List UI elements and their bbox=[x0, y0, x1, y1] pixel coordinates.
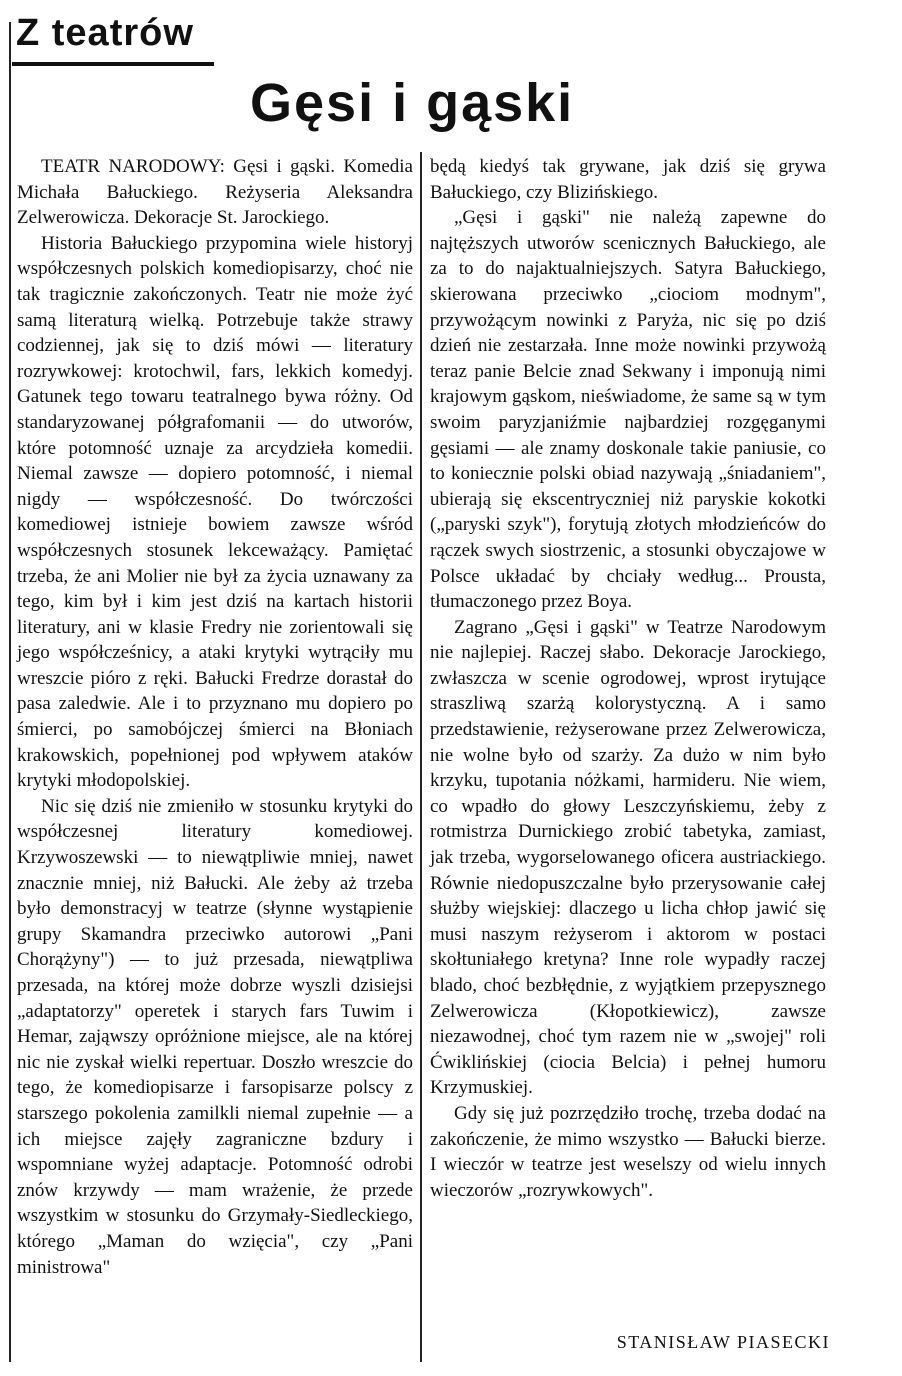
paragraph: Historia Bałuckiego przypomina wiele historyj współczesnych polskich komediopisarzy, choć nie tak tragicznie zakończonych. Teatr nie może żyć samą literaturą wielką. Potrzebuje także strawy codziennej, jak się to dziś mówi — literatury rozrywkowej: krotochwil, fars, lekkich komedyj. Gatunek tego towaru teatralnego bywa różny. Od standaryzowanej półgrafomanii — do utworów, które potomność uznaje za arcydzieła komedii. Niemal zawsze — dopiero potomność, i niemal nigdy — współczesność. Do twórczości komediowej istnieje bowiem zawsze wśród współczesnych stosunek lekceważący. Pamiętać trzeba, że ani Molier nie był za życia uznawany za tego, kim był i kim jest dziś na kartach historii literatury, ani w klasie Fredry nie zorientowali się jego współcześnicy, a ataki krytyki wytrąciły mu wreszcie pióro z ręki. Bałucki Fredrze dorastał do pasa zaledwie. Ale i to przyznano mu dopiero po śmierci, po samobójczej śmierci na Błoniach krakowskich, popełnionej pod wpływem ataków krytyki młodopolskiej. bbox=[17, 232, 413, 792]
right-column bbox=[430, 154, 826, 1203]
paragraph: Gdy się już pozrzędziło trochę, trzeba dodać na zakończenie, że mimo wszystko — Bałucki bierze. I wieczór w teatrze jest weselszy od wielu innych wieczorów „rozrywkowych". bbox=[430, 1102, 826, 1201]
author-signature: STANISŁAW PIASECKI bbox=[616, 1332, 830, 1352]
paragraph: Nic się dziś nie zmieniło w stosunku krytyki do współczesnej literatury komediowej. Krzywoszewski — to niewątpliwie mniej, nawet znacznie mniej, niż Bałucki. Ale żeby aż trzeba było demonstracyj w teatrze (słynne wystąpienie grupy Skamandra przeciwko autorowi „Pani Chorążyny") — to już przesada, niewątpliwa przesada, na której może dobrze wyszli dzisiejsi „adaptatorzy" operetek i starych fars Tuwim i Hemar, zająwszy opróżnione miejsce, ale na której nic nie zyskał wielki repertuar. Doszło wreszcie do tego, że komediopisarze i farsopisarze polscy z starszego pokolenia zamilkli niemal zupełnie — a ich miejsce zajęły zagraniczne bzdury i wspomniane wyżej adaptacje. Potomność odrobi znów krzywdy — mam wrażenie, że przede wszystkim w stosunku do Grzymały-Siedleckiego, którego „Maman do wzięcia", czy „Pani ministrowa" bbox=[17, 795, 413, 1278]
section-header: Z teatrów bbox=[16, 12, 194, 54]
paragraph: Zagrano „Gęsi i gąski" w Teatrze Narodowym nie najlepiej. Raczej słabo. Dekoracje Jarockiego, zwłaszcza w scenie ogrodowej, wprost irytujące straszliwą szarżą kolorystyczną. A i samo przedstawienie, reżyserowane przez Zelwerowicza, nie wolne było od szarży. Za dużo w nim było krzyku, tupotania nóżkami, harmideru. Nie wiem, co wpadło do głowy Leszczyńskiemu, żeby z rotmistrza Durnickiego zrobić tabetyka, zamiast, jak trzeba, wygorselowanego oficera austriackiego. Równie niedopuszczalne było przerysowanie całej służby wiejskiej: dlaczego u licha chłop jawić się musi naszym reżyserom i aktorom w postaci skołtuniałego kretyna? Inne role wypadły raczej blado, choć bezbłędnie, z wyjątkiem przepysznego Zelwerowicza (Kłopotkiewicz), zawsze niezawodnej, choć tym razem nie w „swojej" roli Ćwiklińskiej (ciocia Belcia) i pełnej humoru Krzymuskiej. bbox=[430, 616, 826, 1099]
paragraph-continued: będą kiedyś tak grywane, jak dziś się grywa Bałuckiego, czy Blizińskiego. bbox=[430, 156, 826, 203]
column-divider-rule bbox=[420, 152, 422, 1362]
article-lede: TEATR NARODOWY: Gęsi i gąski. Komedia Michała Bałuckiego. Reżyseria Aleksandra Zelwerowicza. Dekoracje St. Jarockiego. bbox=[17, 156, 413, 229]
paragraph: „Gęsi i gąski" nie należą zapewne do najtęższych utworów scenicznych Bałuckiego, ale za to do najaktualniejszych. Satyra Bałuckiego, skierowana przeciwko „ciociom modnym", przywożącym nowinki z Paryża, nic się po dziś dzień nie zestarzała. Inne może nowinki przywożą teraz panie Belcie znad Sekwany i imponują nimi krajowym gąskom, nieświadome, że same są w tym swoim paryzjaniźmie najbardziej rozgęganymi gęsiami — ale znamy doskonale takie paniusie, co to koniecznie polski obiad nazywają „śniadaniem", ubierają się ekscentryczniej niż paryskie kokotki („paryski szyk"), forytują złotych młodzieńców do rączek swych siostrzenic, a stosunki obyczajowe w Polsce układać by chciały według... Prousta, tłumaczonego przez Boya. bbox=[430, 207, 826, 613]
left-column-rule bbox=[9, 22, 11, 1362]
left-column bbox=[17, 154, 413, 1280]
article-headline: Gęsi i gąski bbox=[250, 73, 575, 133]
section-header-underline bbox=[12, 62, 214, 66]
